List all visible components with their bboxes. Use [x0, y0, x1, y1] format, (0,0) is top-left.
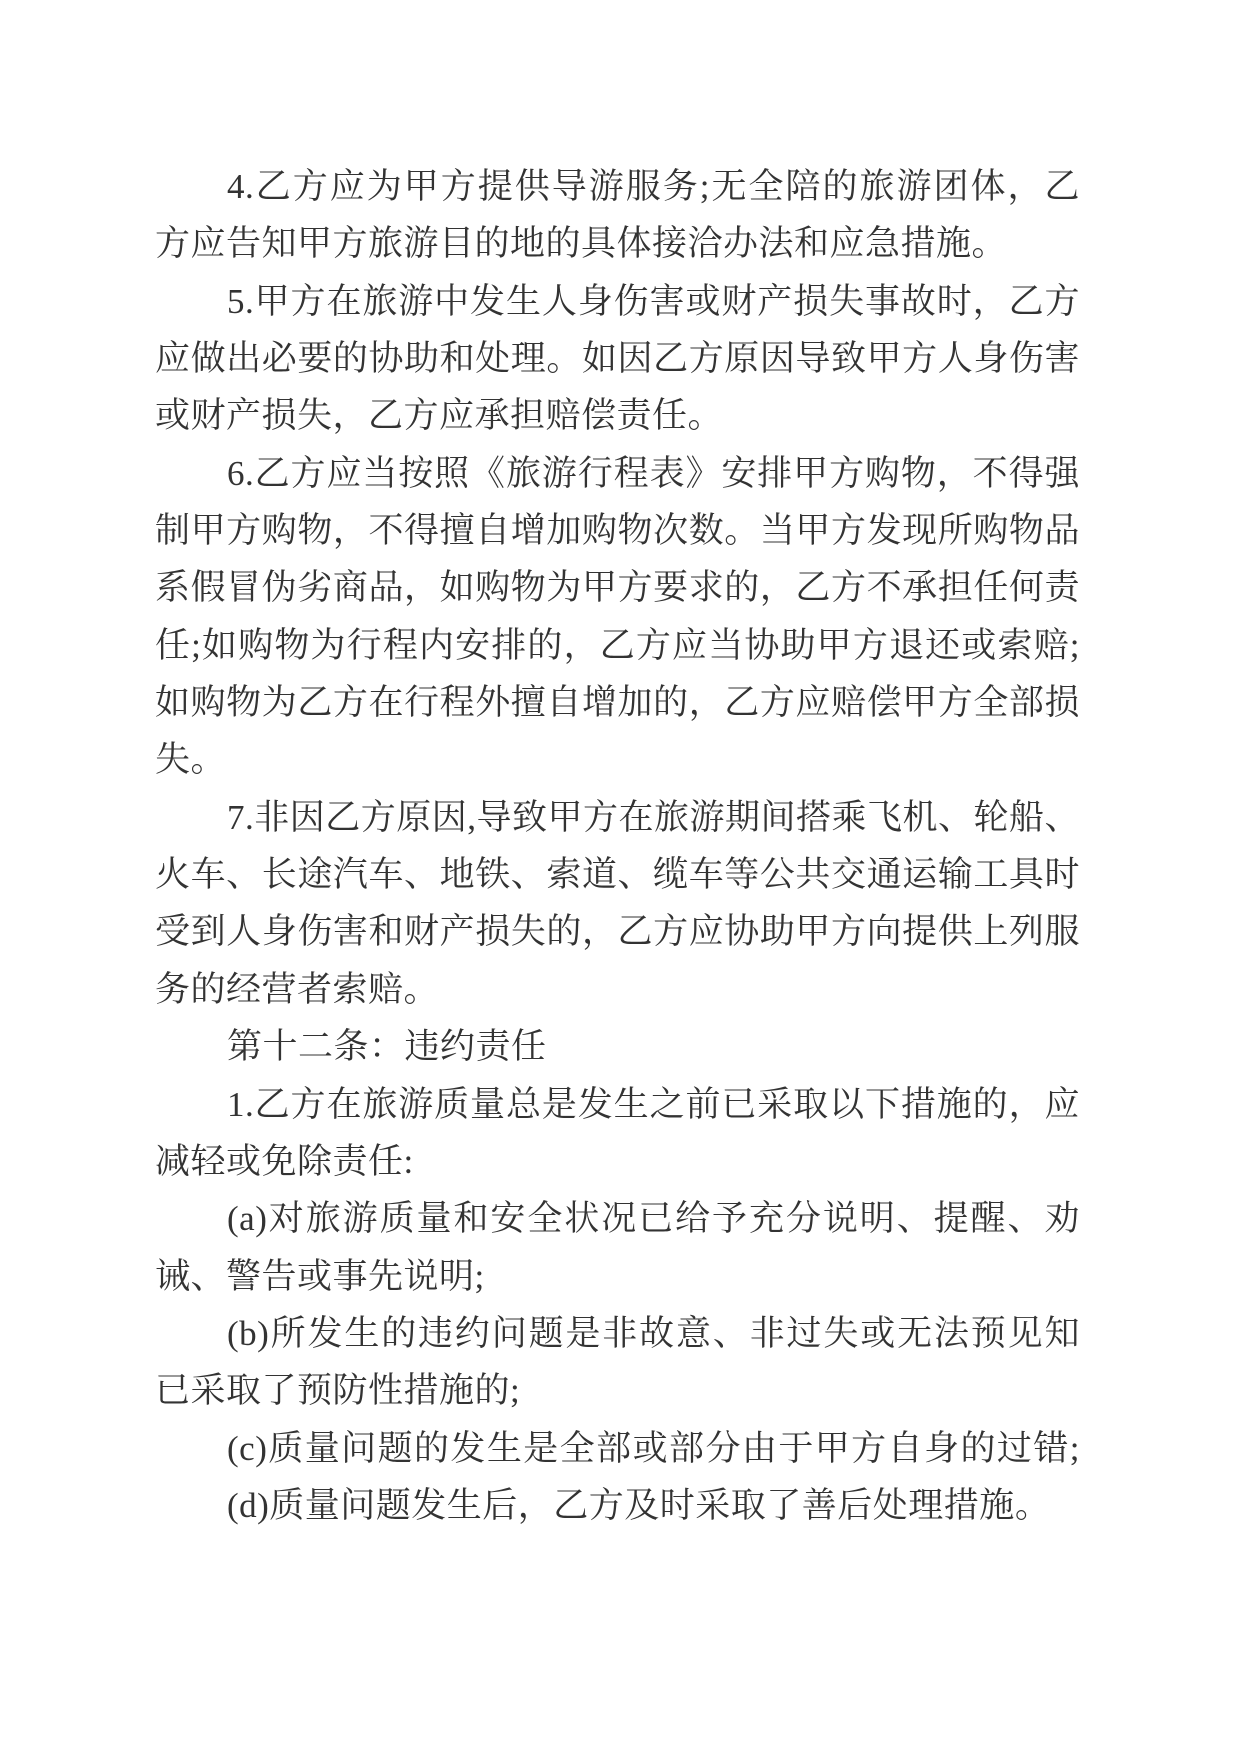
text-line: 1.乙方在旅游质量总是发生之前已采取以下措施的，应	[227, 1084, 1080, 1124]
text-line: 受到人身伤害和财产损失的，乙方应协助甲方向提供上列服	[155, 912, 1080, 952]
text-line: (d)质量问题发生后，乙方及时采取了善后处理措施。	[227, 1485, 1051, 1525]
text-line: (c)质量问题的发生是全部或部分由于甲方自身的过错;	[227, 1428, 1080, 1468]
text-line: 火车、长途汽车、地铁、索道、缆车等公共交通运输工具时	[155, 855, 1080, 895]
text-line: 已采取了预防性措施的;	[155, 1371, 521, 1411]
text-line: 务的经营者索赔。	[155, 969, 440, 1009]
text-line: 第十二条：违约责任	[227, 1027, 547, 1067]
text-line: 5.甲方在旅游中发生人身伤害或财产损失事故时，乙方	[227, 281, 1080, 321]
text-line: 7.非因乙方原因,导致甲方在旅游期间搭乘飞机、轮船、	[227, 797, 1080, 837]
text-line: 6.乙方应当按照《旅游行程表》安排甲方购物，不得强	[227, 453, 1080, 493]
text-line: 制甲方购物，不得擅自增加购物次数。当甲方发现所购物品	[155, 511, 1080, 551]
text-line: 失。	[155, 740, 227, 780]
text-line: (a)对旅游质量和安全状况已给予充分说明、提醒、劝	[227, 1199, 1080, 1239]
text-line: 方应告知甲方旅游目的地的具体接洽办法和应急措施。	[155, 224, 1008, 264]
text-line: (b)所发生的违约问题是非故意、非过失或无法预见知	[227, 1313, 1080, 1353]
text-line: 任;如购物为行程内安排的，乙方应当协助甲方退还或索赔;	[155, 625, 1080, 665]
text-line: 系假冒伪劣商品，如购物为甲方要求的，乙方不承担任何责	[155, 568, 1080, 608]
text-line: 应做出必要的协助和处理。如因乙方原因导致甲方人身伤害	[155, 339, 1080, 379]
contract-text-block	[155, 158, 1080, 1534]
text-line: 或财产损失，乙方应承担赔偿责任。	[155, 396, 724, 436]
text-line: 如购物为乙方在行程外擅自增加的，乙方应赔偿甲方全部损	[155, 683, 1080, 723]
text-line: 4.乙方应为甲方提供导游服务;无全陪的旅游团体，乙	[227, 167, 1080, 206]
text-line: 诫、警告或事先说明;	[155, 1256, 485, 1296]
text-line: 减轻或免除责任:	[155, 1141, 414, 1181]
